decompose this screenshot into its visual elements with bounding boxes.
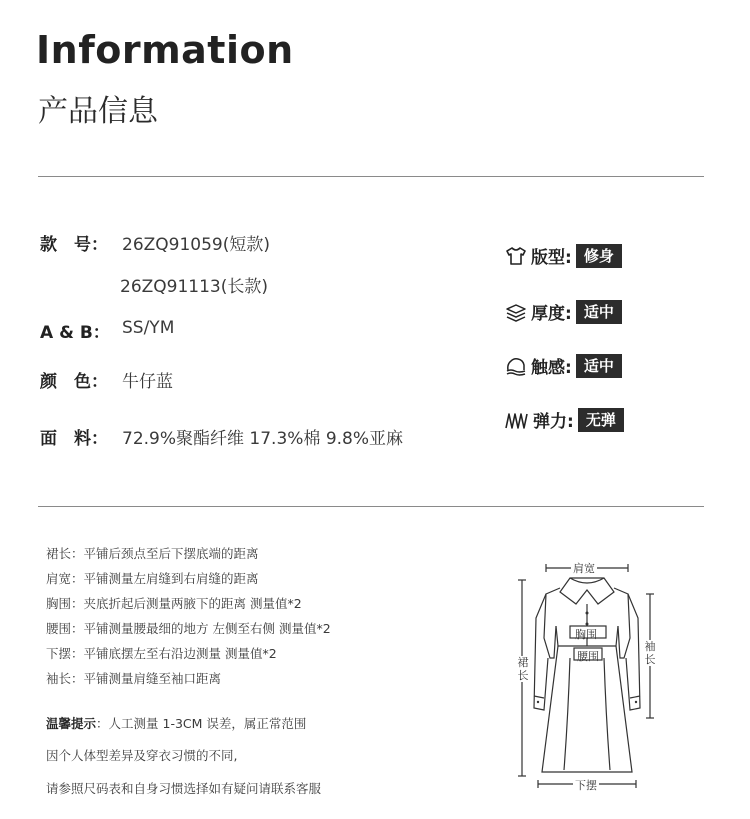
ab-label: A & B： (40, 323, 110, 343)
note-chest: 胸围：夹底折起后测量两腋下的距离 测量值*2 (46, 596, 302, 611)
shirt-icon (505, 246, 527, 266)
note-sleeve: 袖长：平铺测量肩缝至袖口距离 (46, 671, 222, 686)
tip-line-2: 因个人体型差异及穿衣习惯的不同, (46, 748, 238, 763)
ab-value: SS/YM (122, 318, 175, 338)
attr-touch (505, 353, 622, 378)
diagram-label-length: 裙长 (517, 656, 529, 682)
style-number-label: 款 号： (40, 235, 108, 255)
tip-line-3: 请参照尺码表和自身习惯选择如有疑问请联系客服 (46, 781, 322, 796)
note-hem: 下摆：平铺底摆左至右沿边测量 测量值*2 (46, 646, 277, 661)
note-waist: 腰围：平铺测量腰最细的地方 左侧至右侧 测量值*2 (46, 621, 331, 636)
color-label: 颜 色： (40, 372, 108, 392)
attr-elasticity-label: 弹力: (533, 412, 574, 432)
diagram-label-sleeve: 袖长 (644, 640, 656, 666)
layers-icon (505, 302, 527, 322)
hand-icon (505, 356, 527, 376)
diagram-label-chest: 胸围 (575, 628, 597, 641)
note-dress-length: 裙长：平铺后颈点至后下摆底端的距离 (46, 546, 259, 561)
divider-middle (38, 506, 704, 507)
attr-thickness (505, 299, 622, 324)
attr-fit-label: 版型: (531, 248, 572, 268)
attr-thickness-value: 适中 (576, 300, 622, 324)
fabric-label: 面 料： (40, 429, 108, 449)
fabric-value: 72.9%聚酯纤维 17.3%棉 9.8%亚麻 (122, 429, 404, 449)
attr-touch-value: 适中 (576, 354, 622, 378)
color-value: 牛仔蓝 (122, 372, 173, 392)
tip-label: 温馨提示 (46, 716, 97, 731)
attr-touch-label: 触感: (531, 358, 572, 378)
attr-elasticity (505, 407, 624, 432)
diagram-label-hem: 下摆 (575, 779, 597, 792)
style-number-long: 26ZQ91113(长款) (120, 277, 269, 297)
tip-text: ：人工测量 1-3CM 误差，属正常范围 (96, 716, 307, 731)
page-title-cn: 产品信息 (38, 94, 158, 129)
attr-elasticity-value: 无弹 (578, 408, 624, 432)
attr-fit (505, 243, 622, 268)
spring-icon (505, 410, 529, 430)
dress-diagram (510, 558, 680, 794)
style-number-short: 26ZQ91059(短款) (122, 235, 271, 255)
diagram-label-shoulder: 肩宽 (573, 562, 595, 575)
divider-top (38, 176, 704, 177)
note-shoulder: 肩宽：平铺测量左肩缝到右肩缝的距离 (46, 571, 259, 586)
attr-thickness-label: 厚度: (531, 304, 572, 324)
page-title-en: Information (36, 28, 294, 72)
diagram-label-waist: 腰围 (577, 650, 599, 663)
attr-fit-value: 修身 (576, 244, 622, 268)
tip-line-1 (46, 714, 306, 732)
